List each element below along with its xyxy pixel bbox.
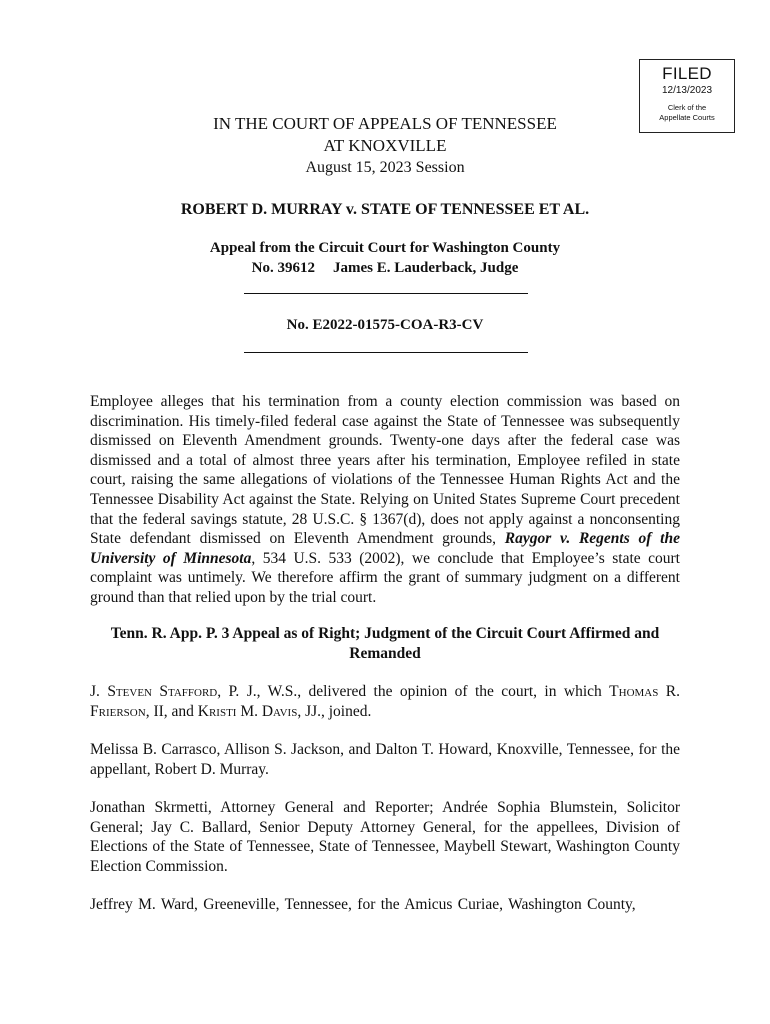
trial-case-number: No. 39612: [251, 260, 315, 276]
divider-top: [244, 293, 528, 294]
divider-bottom: [244, 352, 528, 353]
court-name: IN THE COURT OF APPEALS OF TENNESSEE: [213, 114, 557, 133]
appeal-number-judge: [0, 258, 770, 278]
cited-case-name: Raygor v. Regents of the University of Minnesota: [90, 530, 680, 567]
filed-date: 12/13/2023: [661, 85, 713, 96]
author-initial: J.: [90, 683, 108, 700]
disposition: Tenn. R. App. P. 3 Appeal as of Right; Judgment of the Circuit Court Affirmed and Remanded: [110, 625, 660, 662]
clerk-line-1: Clerk of the: [667, 103, 707, 112]
judge-frierson: Thomas R. Frierson: [90, 683, 680, 720]
summary-text-2: , 534 U.S. 533 (2002), we conclude that Employee’s state court complaint was untimely. We therefore affirm the grant of summary judgment on a different ground than that relied upon by the trial court.: [90, 549, 680, 606]
filed-label: FILED: [662, 64, 712, 83]
appeal-court: Appeal from the Circuit Court for Washington County: [209, 240, 561, 256]
opinion-text-2: , II, and: [145, 702, 198, 720]
opinion-text: , P. J., W.S., delivered the opinion of the court, in which: [217, 683, 610, 700]
counsel-appellant: Melissa B. Carrasco, Allison S. Jackson, and Dalton T. Howard, Knoxville, Tennessee, for the appellant, Robert D. Murray.: [90, 741, 680, 778]
court-heading: [0, 113, 770, 179]
opinion-text-3: , JJ., joined.: [297, 702, 372, 720]
counsel-amicus: Jeffrey M. Ward, Greeneville, Tennessee, for the Amicus Curiae, Washington County,: [90, 896, 636, 913]
case-title: ROBERT D. MURRAY v. STATE OF TENNESSEE ET AL.: [180, 201, 590, 218]
clerk-line-2: Appellate Courts: [659, 113, 715, 122]
summary-text-1: Employee alleges that his termination from a county election commission was based on discrimination. His timely-filed federal case against the State of Tennessee was subsequently dismissed on Eleventh Amendment grounds. Twenty-one days after the federal case was dismissed and a total of almost three years after his termination, Employee refiled in state court, raising the same allegations of violations of the Tennessee Human Rights Act and the Tennessee Disability Act against the State. Relying on United States Supreme Court precedent that the federal savings statute, 28 U.S.C. § 1367(d), does not apply against a nonconsenting State defendant dismissed on Eleventh Amendment grounds,: [90, 393, 680, 548]
court-location: AT KNOXVILLE: [323, 136, 447, 155]
docket-number: No. E2022-01575-COA-R3-CV: [286, 317, 484, 333]
opinion-author-line: [90, 682, 680, 721]
appeal-info: [0, 238, 770, 278]
trial-judge: James E. Lauderback, Judge: [332, 260, 519, 276]
case-summary: [90, 392, 680, 608]
judge-davis: Kristi M. Davis: [197, 702, 298, 720]
counsel-appellees: Jonathan Skrmetti, Attorney General and Reporter; Andrée Sophia Blumstein, Solicitor General; Jay C. Ballard, Senior Deputy Attorney General, for the appellees, Division of Elections of the State of Tennessee, State of Tennessee, Maybell Stewart, Washington County Election Commission.: [90, 799, 680, 875]
court-session: August 15, 2023 Session: [305, 159, 465, 176]
author-name: Steven Stafford: [107, 683, 218, 700]
